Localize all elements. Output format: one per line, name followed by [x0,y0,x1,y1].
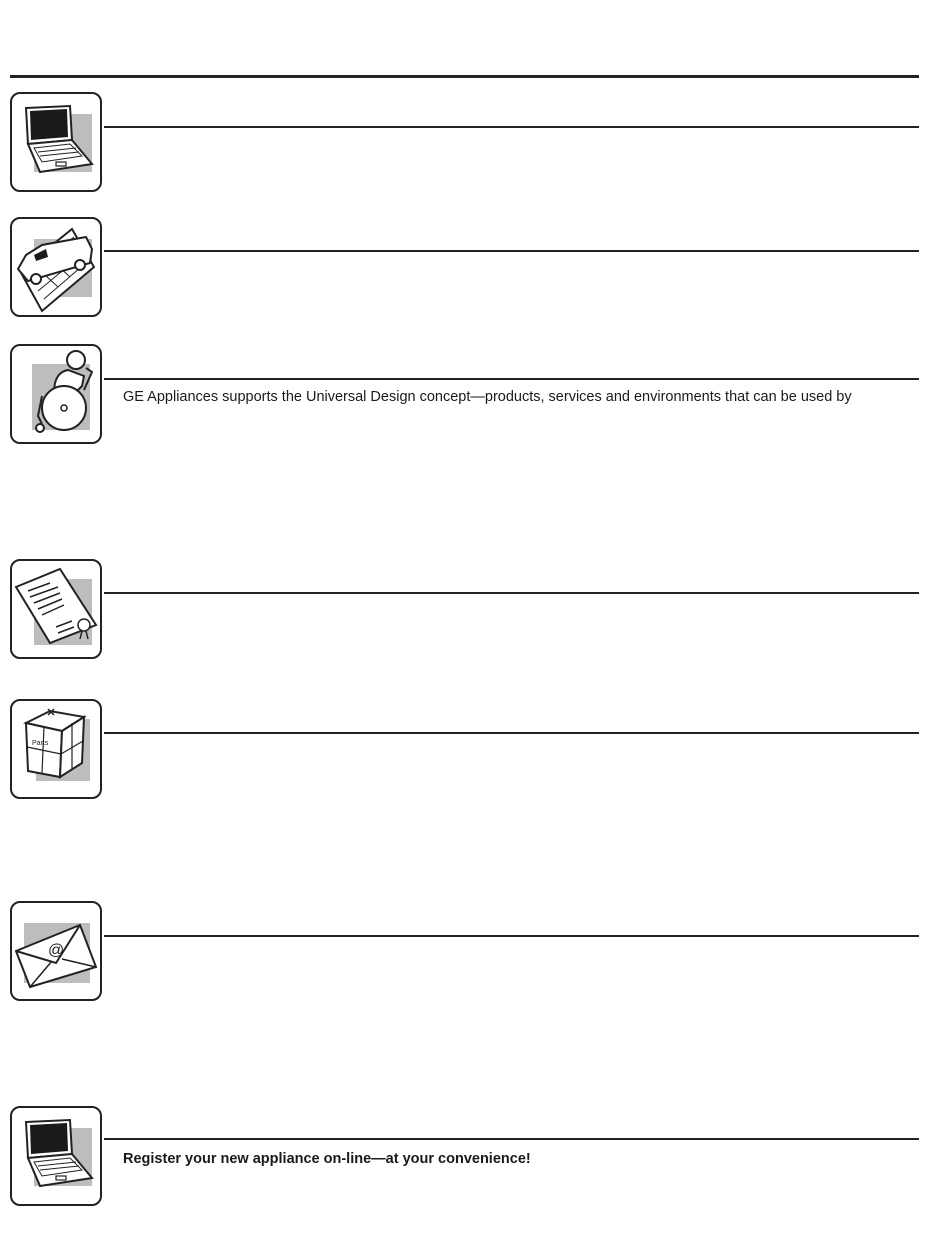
service-van-calendar-icon [10,217,102,317]
register-appliance-link[interactable]: Register your new appliance on-line—at your convenience! [123,1151,531,1167]
wheelchair-accessibility-icon [10,344,102,444]
section-text: GE Appliances supports the Universal Design concept—products, services and environments that can be used by [123,389,852,405]
svg-text:Parts: Parts [32,740,49,747]
section-rule [104,1138,919,1140]
laptop-icon [10,92,102,192]
section-rule [104,250,919,252]
section-rule [104,378,919,380]
laptop-icon [10,1106,102,1206]
parts-box-icon [10,699,102,799]
svg-text:@: @ [48,942,65,959]
certificate-document-icon [10,559,102,659]
section-rule [104,732,919,734]
email-envelope-icon [10,901,102,1001]
page-top-rule [10,75,919,78]
section-rule [104,935,919,937]
section-rule [104,592,919,594]
section-rule [104,126,919,128]
